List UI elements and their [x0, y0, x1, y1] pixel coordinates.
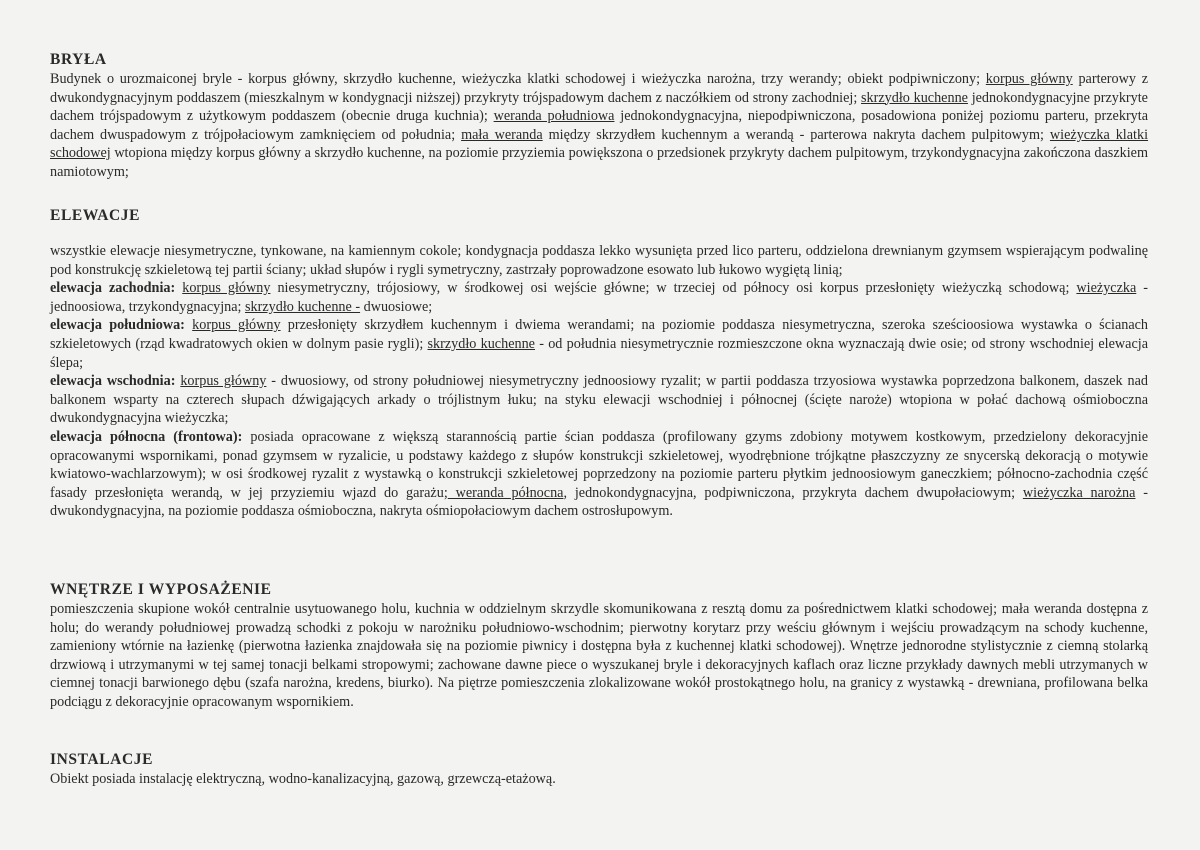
text: posiada opracowane z większą starannością partie ścian poddasza (profilowany gzyms zdobiony motywem kostkowym, przedzielony dekoracyjnie opracowanymi wspornikami, ponad gzymsem w ryzalicie, u podstawy każdego z słupów konstrukcji szkieletowej, wyodrębnione trójkątne płaszczyzny ze snycerską dekoracją o motywie kwiatowo-wachlarzowym); w osi środkowej ryzalit z wystawką o konstrukcji szkieletowej poprzedzony na poziomie parteru płytkim jednoosiowym ganeczkiem; północno-zachodnia część fasady przesłonięta werandą, w jej przyziemiu wjazd do garażu;	[50, 428, 1149, 501]
underlined-term: weranda południowa	[493, 108, 615, 125]
text: jednokondygnacyjna, niepodpiwniczona, posadowiona poniżej poziomu parteru, przekryta dachem dwuspadowym z trójpołaciowym zamknięciem od południa;	[50, 108, 1148, 143]
text: - dwuosiowy, od strony południowej niesymetryczny jednoosiowy ryzalit; w partii poddasza trzyosiowa wystawka poprzedzona balkonem, daszek nad balkonem wsparty na czterech słupach dźwigających arkady o trójlistnym łuku; na styku elewacji wschodniej i północnej (ścięte naroże) wtopiona w połać dachową ośmioboczna dwukondygnacyjna wieżyczka;	[50, 373, 1149, 427]
underlined-term: wieżyczka narożna	[1022, 484, 1136, 501]
underlined-term: skrzydło kuchenne	[427, 335, 535, 352]
heading-wnetrze: WNĘTRZE I WYPOSAŻENIE	[50, 581, 272, 598]
heading-bryla: BRYŁA	[50, 51, 107, 68]
underlined-term: mała weranda	[461, 126, 543, 143]
label: elewacja południowa:	[50, 317, 185, 334]
underlined-term: wieżyczka klatki schodowej	[50, 126, 1149, 162]
text: parterowy z dwukondygnacyjnym poddaszem (mieszkalnym w kondygnacji niższej) przykryty trójspadowym dachem z naczółkiem od strony zachodniej;	[50, 71, 1149, 106]
text: dwuosiowe;	[360, 298, 433, 315]
instalacje-paragraph: Obiekt posiada instalację elektryczną, wodno-kanalizacyjną, gazową, grzewczą-etażową.	[50, 771, 556, 787]
underlined-term: skrzydło kuchenne -	[245, 298, 361, 315]
wnetrze-paragraph: pomieszczenia skupione wokół centralnie usytuowanego holu, kuchnia w oddzielnym skrzydle skomunikowana z resztą domu za pośrednictwem klatki schodowej; mała weranda dostępna z holu; do werandy południowej prowadzą schodki z pokoju w narożniku południowo-wschodnim; pierwotny korytarz przy weściu głównym i wejściu prowadzącym na schody kuchenne, zamieniony wtórnie na łazienkę (pierwotna łazienka znajdowała się na poziomie piwnicy i dostępna była z kuchennej klatki schodowej). Wnętrze jednorodne stylistycznie z ciemną stolarką drzwiową i utrzymanymi w tej samej tonacji belkami stropowymi; zachowane dawne piece o wyszukanej bryle i dekoracyjnych kaflach oraz liczne przykłady dawnych mebli utrzymanych w ciemnej tonacji barwionego dębu (szafa narożna, kredens, biurko). Na piętrze pomieszczenia zlokalizowane wokół prostokątnego holu, na granicy z wystawką - drewniana, profilowana belka podciągu z dekoracyjnie opracowanym wspornikiem.	[50, 601, 1148, 710]
elewacja-zachodnia	[50, 279, 1148, 316]
heading-instalacje: INSTALACJE	[50, 751, 154, 768]
underlined-term: weranda północna	[447, 484, 564, 501]
text: - od południa niesymetrycznie rozmieszczone okna wyznaczają dwie osie; od strony wschodniej elewacja ślepa;	[50, 335, 1148, 371]
text: Budynek o urozmaiconej bryle - korpus główny, skrzydło kuchenne, wieżyczka klatki schodowej i wieżyczka narożna, trzy werandy; obiekt podpiwniczony;	[50, 71, 986, 87]
label: elewacja zachodnia:	[50, 280, 176, 297]
label: elewacja wschodnia:	[50, 373, 176, 390]
text: między skrzydłem kuchennym a werandą - parterowa nakryta dachem pulpitowym;	[542, 126, 1050, 143]
text: przesłonięty skrzydłem kuchennym i dwiema werandami; na poziomie poddasza niesymetryczna, szeroka sześcioosiowa wystawka o ścianach szkieletowych (rząd kwadratowych okien w dolnym pasie rygli);	[50, 317, 1149, 352]
elewacja-wschodnia	[50, 372, 1148, 428]
text: niesymetryczny, trójosiowy, w środkowej osi wejście główne; w trzeciej od północy osi korpus przesłonięty wieżyczką schodową;	[270, 280, 1077, 297]
heading-elewacje: ELEWACJE	[50, 207, 141, 224]
elewacja-polnocna	[50, 428, 1148, 521]
underlined-term: korpus główny	[182, 280, 271, 297]
underlined-term: korpus główny	[180, 373, 267, 390]
text: - jednoosiowa, trzykondygnacyjna;	[50, 280, 1149, 315]
section-bryla	[50, 50, 1148, 182]
underlined-term: wieżyczka	[1076, 280, 1137, 297]
section-wnetrze	[50, 580, 1148, 712]
elewacja-poludniowa	[50, 316, 1148, 372]
text: wtopiona między korpus główny a skrzydło kuchenne, na poziomie przyziemia powiększona o przedsionek przykryty dachem pulpitowym, trzykondygnacyjna zakończona daszkiem namiotowym;	[50, 145, 1148, 180]
underlined-term: korpus główny	[985, 71, 1073, 87]
bryla-paragraph	[50, 70, 1148, 182]
elewacje-intro: wszystkie elewacje niesymetryczne, tynkowane, na kamiennym cokole; kondygnacja poddasza lekko wysunięta przed lico parteru, oddzielona drewnianym gzymsem wspierającym podwalinę pod konstrukcję szkieletową tej partii ściany; układ słupów i rygli symetryczny, zastrzały poprowadzone esowato lub łukowo wygiętą linią;	[50, 243, 1148, 278]
text: - dwukondygnacyjna, na poziomie poddasza ośmioboczna, nakryta ośmiopołaciowym dachem ostrosłupowym.	[50, 484, 1148, 520]
section-instalacje	[50, 750, 1148, 789]
underlined-term: skrzydło kuchenne	[861, 89, 968, 106]
text: , jednokondygnacyjna, podpiwniczona, przykryta dachem dwupołaciowym;	[563, 484, 1023, 501]
section-elewacje	[50, 242, 1148, 521]
label: elewacja północna (frontowa):	[50, 428, 243, 445]
underlined-term: korpus główny	[192, 317, 281, 334]
text: jednokondygnacyjne przykryte dachem trójspadowym z użytkowym poddaszem (obecnie druga kuchnia);	[50, 89, 1148, 125]
